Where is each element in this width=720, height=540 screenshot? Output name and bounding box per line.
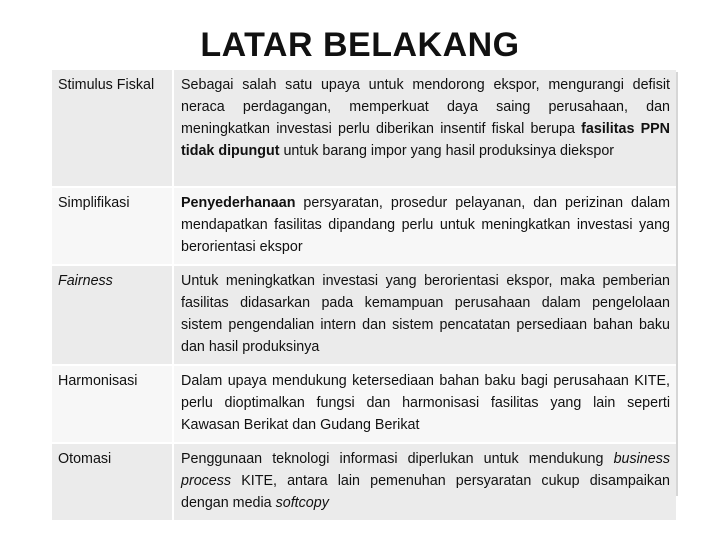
table-row (52, 443, 676, 520)
text-segment: business process (181, 451, 670, 489)
table-row (52, 365, 676, 443)
text-segment: Penyederhanaan (181, 195, 296, 211)
row-description (173, 265, 676, 365)
page-title: LATAR BELAKANG (200, 26, 520, 64)
table-row (52, 70, 676, 187)
row-label: Harmonisasi (52, 365, 173, 443)
text-segment: fasilitas PPN tidak dipungut (181, 121, 670, 159)
row-description (173, 187, 676, 265)
background-table (52, 70, 676, 520)
text-segment: Penggunaan teknologi informasi diperlukan untuk mendukung (181, 451, 614, 467)
row-label: Fairness (52, 265, 173, 365)
text-segment: KITE, antara lain pemenuhan persyaratan cukup disampaikan dengan media (181, 473, 670, 511)
table-row (52, 265, 676, 365)
row-label: Simplifikasi (52, 187, 173, 265)
row-description (173, 70, 676, 187)
text-segment: persyaratan, prosedur pelayanan, dan perizinan dalam mendapatkan fasilitas dipandang perlu untuk meningkatkan investasi yang berorientasi ekspor (181, 195, 670, 255)
row-label: Stimulus Fiskal (52, 70, 173, 187)
row-description (173, 443, 676, 520)
text-segment: Sebagai salah satu upaya untuk mendorong ekspor, mengurangi defisit neraca perdagangan, memperkuat daya saing perusahaan, dan meningkatkan investasi perlu diberikan insentif fiskal berupa (181, 77, 670, 137)
text-segment: Dalam upaya mendukung ketersediaan bahan baku bagi perusahaan KITE, perlu dioptimalkan fungsi dan harmonisasi fasilitas yang lain seperti Kawasan Berikat dan Gudang Berikat (181, 373, 670, 433)
text-segment: untuk barang impor yang hasil produksinya diekspor (279, 143, 615, 159)
row-label: Otomasi (52, 443, 173, 520)
text-segment: Untuk meningkatkan investasi yang berorientasi ekspor, maka pemberian fasilitas didasarkan pada kemampuan perusahaan dalam pengelolaan sistem pengendalian intern dan sistem pencatatan persediaan bahan baku dan hasil produksinya (181, 273, 670, 355)
text-segment: softcopy (275, 495, 329, 511)
row-description (173, 365, 676, 443)
table-row (52, 187, 676, 265)
